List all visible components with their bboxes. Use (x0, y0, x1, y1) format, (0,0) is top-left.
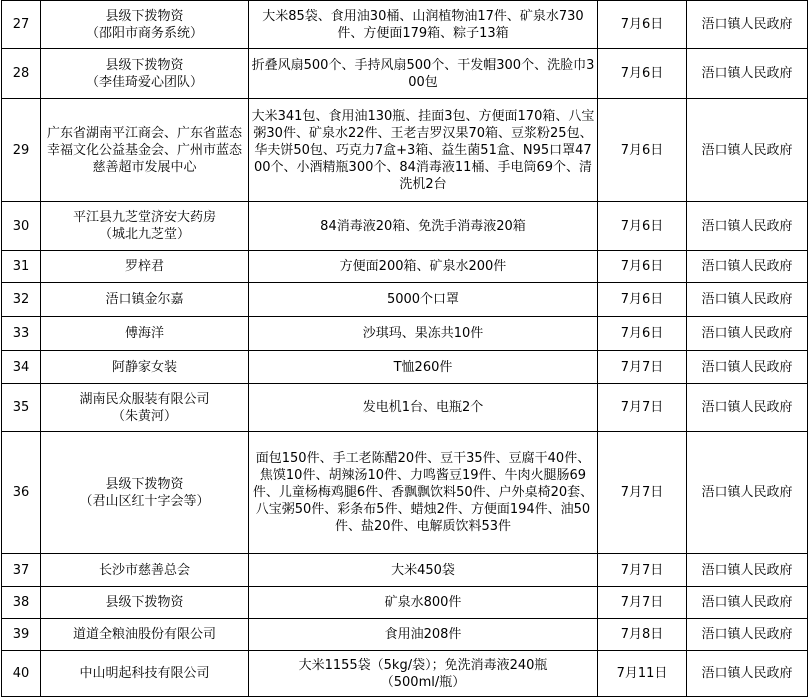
receipt-date: 7月7日 (598, 384, 687, 432)
donor-name: 长沙市慈善总会 (41, 554, 249, 587)
receipt-date: 7月6日 (598, 1, 687, 49)
donated-items: 矿泉水800件 (249, 587, 598, 619)
donated-items: 折叠风扇500个、手持风扇500个、干发帽300个、洗脸巾300包 (249, 49, 598, 99)
donor-name: 罗梓君 (41, 251, 249, 283)
recipient-org: 浯口镇人民政府 (687, 587, 808, 619)
table-row (2, 202, 808, 251)
donor-name: 县级下拨物资 （邵阳市商务系统） (41, 1, 249, 49)
receipt-date: 7月11日 (598, 651, 687, 697)
donor-name: 县级下拨物资 (41, 587, 249, 619)
table-row (2, 351, 808, 384)
recipient-org: 浯口镇人民政府 (687, 1, 808, 49)
table-row (2, 587, 808, 619)
donor-name: 傅海洋 (41, 317, 249, 351)
receipt-date: 7月6日 (598, 99, 687, 202)
donated-items: 5000个口罩 (249, 283, 598, 317)
recipient-org: 浯口镇人民政府 (687, 651, 808, 697)
recipient-org: 浯口镇人民政府 (687, 384, 808, 432)
row-number: 39 (2, 619, 41, 651)
donated-items: 大米341包、食用油130瓶、挂面3包、方便面170箱、八宝粥30件、矿泉水22件、王老吉罗汉果70箱、豆浆粉25包、华夫饼50包、巧克力7盒+3箱、益生菌51盒、N95口罩4700个、小酒精瓶300个、84消毒液11桶、手电筒69个、清洗机2台 (249, 99, 598, 202)
donor-name: 阿静家女装 (41, 351, 249, 384)
recipient-org: 浯口镇人民政府 (687, 202, 808, 251)
row-number: 30 (2, 202, 41, 251)
table-row (2, 317, 808, 351)
donated-items: 84消毒液20箱、免洗手消毒液20箱 (249, 202, 598, 251)
donated-items: T恤260件 (249, 351, 598, 384)
row-number: 32 (2, 283, 41, 317)
recipient-org: 浯口镇人民政府 (687, 283, 808, 317)
table-row (2, 651, 808, 697)
donor-name: 县级下拨物资 （李佳琦爱心团队） (41, 49, 249, 99)
donation-table (1, 0, 808, 697)
donor-name: 道道全粮油股份有限公司 (41, 619, 249, 651)
table-row (2, 251, 808, 283)
row-number: 28 (2, 49, 41, 99)
donated-items: 发电机1台、电瓶2个 (249, 384, 598, 432)
table-row (2, 432, 808, 554)
donated-items: 沙琪玛、果冻共10件 (249, 317, 598, 351)
table-row (2, 1, 808, 49)
receipt-date: 7月6日 (598, 317, 687, 351)
recipient-org: 浯口镇人民政府 (687, 432, 808, 554)
recipient-org: 浯口镇人民政府 (687, 619, 808, 651)
receipt-date: 7月7日 (598, 351, 687, 384)
receipt-date: 7月7日 (598, 432, 687, 554)
donated-items: 方便面200箱、矿泉水200件 (249, 251, 598, 283)
donor-name: 平江县九芝堂济安大药房 （城北九芝堂） (41, 202, 249, 251)
donated-items: 面包150件、手工老陈醋20件、豆干35件、豆腐干40件、焦馍10件、胡辣汤10件、力鸣酱豆19件、牛肉火腿肠69件、儿童杨梅鸡腿6件、香飘飘饮料50件、户外桌椅20套、八宝粥50件、彩条布5件、蜡烛2件、方便面194件、油50件、盐20件、电解质饮料53件 (249, 432, 598, 554)
table-row (2, 619, 808, 651)
donor-name: 广东省湖南平江商会、广东省蓝态幸福文化公益基金会、广州市蓝态慈善超市发展中心 (41, 99, 249, 202)
receipt-date: 7月8日 (598, 619, 687, 651)
recipient-org: 浯口镇人民政府 (687, 554, 808, 587)
donor-name: 县级下拨物资 （君山区红十字会等） (41, 432, 249, 554)
recipient-org: 浯口镇人民政府 (687, 351, 808, 384)
row-number: 27 (2, 1, 41, 49)
donor-name: 湖南民众服装有限公司 （朱黄河） (41, 384, 249, 432)
row-number: 34 (2, 351, 41, 384)
recipient-org: 浯口镇人民政府 (687, 317, 808, 351)
receipt-date: 7月7日 (598, 587, 687, 619)
recipient-org: 浯口镇人民政府 (687, 49, 808, 99)
row-number: 40 (2, 651, 41, 697)
donated-items: 大米450袋 (249, 554, 598, 587)
receipt-date: 7月7日 (598, 554, 687, 587)
row-number: 36 (2, 432, 41, 554)
receipt-date: 7月6日 (598, 283, 687, 317)
donated-items: 大米1155袋（5kg/袋）；免洗消毒液240瓶 （500ml/瓶） (249, 651, 598, 697)
table-row (2, 554, 808, 587)
receipt-date: 7月6日 (598, 202, 687, 251)
row-number: 33 (2, 317, 41, 351)
row-number: 31 (2, 251, 41, 283)
donor-name: 浯口镇金尔嘉 (41, 283, 249, 317)
recipient-org: 浯口镇人民政府 (687, 251, 808, 283)
receipt-date: 7月6日 (598, 49, 687, 99)
table-row (2, 384, 808, 432)
donation-table-body (2, 1, 808, 697)
row-number: 38 (2, 587, 41, 619)
row-number: 37 (2, 554, 41, 587)
donor-name: 中山明起科技有限公司 (41, 651, 249, 697)
table-row (2, 99, 808, 202)
table-row (2, 283, 808, 317)
recipient-org: 浯口镇人民政府 (687, 99, 808, 202)
row-number: 35 (2, 384, 41, 432)
row-number: 29 (2, 99, 41, 202)
donated-items: 大米85袋、食用油30桶、山润植物油17件、矿泉水730件、方便面179箱、粽子13箱 (249, 1, 598, 49)
donated-items: 食用油208件 (249, 619, 598, 651)
table-row (2, 49, 808, 99)
receipt-date: 7月6日 (598, 251, 687, 283)
